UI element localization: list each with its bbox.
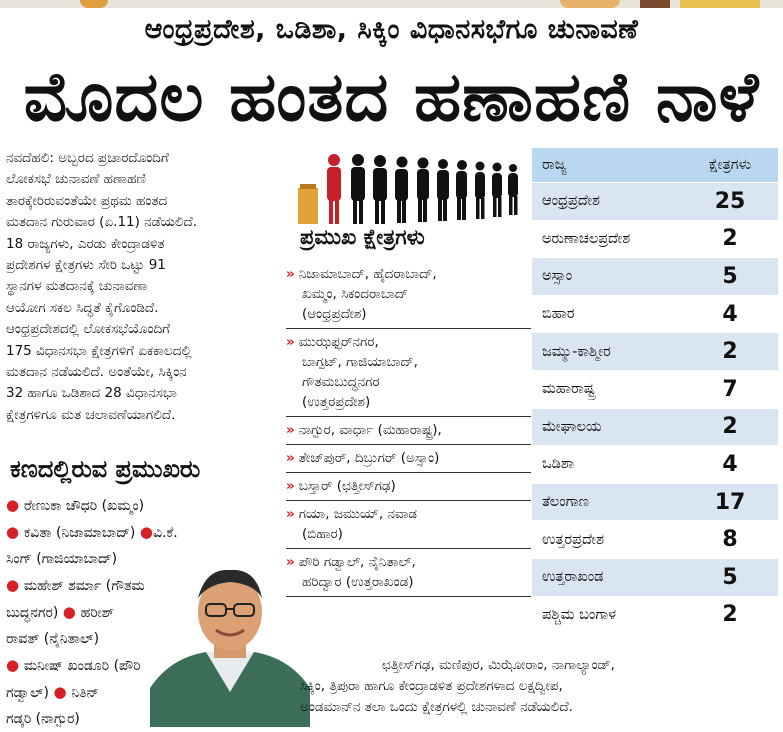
constituency-text: ಗಯಾ, ಜಮುಯ್, ನವಾಡ [298, 506, 418, 522]
bullet-icon: ● [6, 523, 24, 541]
body-line: ಆಯೋಗ ಸಕಲ ಸಿದ್ಧತೆ ಕೈಗೊಂಡಿದೆ. [6, 299, 159, 316]
list-item [286, 329, 531, 417]
count-cell: 5 [722, 263, 738, 289]
bullet-icon: ● [6, 496, 24, 514]
state-cell: ತೆಲಂಗಾಣ [542, 494, 589, 511]
count-cell: 5 [722, 564, 738, 590]
chevron-right-icon: » [286, 506, 295, 522]
constituency-text: ಗೌತಮಬುದ್ಧನಗರ [302, 374, 380, 390]
table-row [532, 446, 778, 483]
subheadline: ಆಂಧ್ರಪ್ರದೇಶ, ಒಡಿಶಾ, ಸಿಕ್ಕಿಂ ವಿಧಾನಸಭೆಗೂ ಚುನಾವಣೆ [144, 14, 639, 45]
body-line: ಸ್ಥಾನಗಳ ಮತದಾನಕ್ಕೆ ಚುನಾವಣಾ [6, 278, 148, 295]
state-cell: ಅರುಣಾಚಲಪ್ರದೇಶ [542, 230, 631, 247]
candidate-text: ಮಹೇಶ್ ಶರ್ಮಾ (ಗೌತಮ [23, 578, 145, 594]
chevron-right-icon: » [286, 478, 295, 494]
list-item [286, 445, 531, 473]
count-cell: 2 [722, 339, 738, 365]
header-state: ರಾಜ್ಯ [542, 157, 567, 173]
footnote-line: ಛತ್ತೀಸ್‌ಗಢ, ಮಣಿಪುರ, ಮಿಝೋರಾಂ, ನಾಗಾಲ್ಯಾಂಡ್, [382, 657, 615, 673]
state-cell: ಆಂಧ್ರಪ್ರದೇಶ [542, 193, 600, 210]
header-count: ಕ್ಷೇತ್ರಗಳು [708, 157, 752, 173]
count-cell: 2 [722, 414, 738, 440]
body-line: ಮತದಾನ ಗುರುವಾರ (ಏ.11) ನಡೆಯಲಿದೆ. [6, 214, 197, 231]
count-cell: 2 [722, 226, 738, 252]
constituency-text: (ಉತ್ತರಪ್ರದೇಶ) [302, 394, 371, 410]
body-line: ಪ್ರದೇಶಗಳ ಕ್ಷೇತ್ರಗಳು ಸೇರಿ ಒಟ್ಟು 91 [6, 257, 166, 274]
constituency-text: ಖಮ್ಮಂ, ಸಿಕಂದರಾಬಾದ್ [302, 286, 408, 302]
table-row [532, 183, 778, 220]
voters-queue-illustration [296, 148, 528, 226]
state-cell: ಅಸ್ಸಾಂ [542, 268, 573, 285]
voter-red [327, 154, 341, 224]
chevron-right-icon: » [286, 266, 295, 282]
body-line: 18 ರಾಜ್ಯಗಳು, ಎರಡು ಕೇಂದ್ರಾಡಳಿತ [6, 235, 165, 252]
candidate-text: ಹರೀಶ್ [80, 605, 114, 621]
body-line: 32 ಹಾಗೂ ಒಡಿಶಾದ 28 ವಿಧಾನಸಭಾ [6, 385, 177, 402]
strip-photo-3 [640, 0, 670, 8]
constituency-text: ನಾಗ್ಪುರ, ವಾರ್ಧಾ (ಮಹಾರಾಷ್ಟ್ರ), [298, 422, 442, 438]
bullet-icon: ● [53, 683, 72, 701]
count-cell: 17 [714, 489, 746, 515]
state-cell: ಉತ್ತರಾಖಂಡ [542, 569, 604, 586]
candidate-photo [150, 560, 310, 727]
state-cell: ಬಿಹಾರ [542, 306, 575, 323]
list-item [6, 492, 296, 519]
count-cell: 4 [722, 451, 738, 477]
strip-photo-4 [680, 0, 760, 8]
key-constituencies-title: ಪ್ರಮುಖ ಕ್ಷೇತ್ರಗಳು [300, 225, 425, 249]
bullet-icon: ● [139, 523, 153, 541]
footnote-line: ಅಂಡಮಾನ್‌ನ ತಲಾ ಒಂದು ಕ್ಷೇತ್ರಗಳಲ್ಲಿ ಚುನಾವಣೆ ನಡೆಯಲಿದೆ. [300, 699, 573, 715]
body-line: ಲೋಕಸಭೆ ಚುನಾವಣೆ ಹಣಾಹಣಿ [6, 171, 146, 188]
state-cell: ಜಮ್ಮು-ಕಾಶ್ಮೀರ [542, 343, 611, 360]
state-cell: ಒಡಿಶಾ [542, 456, 574, 473]
candidate-text: ಗಡ್ಕರಿ (ನಾಗ್ಪುರ) [6, 711, 80, 727]
top-photo-strip [0, 0, 783, 8]
body-line: ಮತದಾನ ನಡೆಯಲಿದೆ. ಅಂತೆಯೇ, ಸಿಕ್ಕಿಂನ [6, 364, 187, 381]
table-row [532, 521, 778, 558]
constituency-text: ತೇಜ್‌ಪುರ್, ದಿಬ್ರುಗರ್ (ಅಸ್ಸಾಂ) [298, 450, 440, 466]
ballot-box [298, 188, 318, 224]
table-row [532, 296, 778, 333]
bullet-icon: ● [6, 656, 24, 674]
table-header [532, 148, 778, 182]
list-item [286, 417, 531, 445]
footnote [300, 655, 780, 718]
strip-photo-2 [560, 0, 620, 8]
chevron-right-icon: » [286, 450, 295, 466]
candidate-text: ನಿತಿನ್ [71, 685, 99, 701]
table-row [532, 258, 778, 295]
footnote-line: ಸಿಕ್ಕಿಂ, ತ್ರಿಪುರಾ ಹಾಗೂ ಕೇಂದ್ರಾಡಳಿತ ಪ್ರದೇಶಗಳಾದ ಲಕ್ಷದ್ವೀಪ, [300, 678, 563, 694]
constituency-text: ನಿಜಾಮಾಬಾದ್, ಹೈದರಾಬಾದ್, [298, 266, 437, 282]
list-item [286, 501, 531, 549]
headline: ಮೊದಲ ಹಂತದ ಹಣಾಹಣಿ ನಾಳೆ [23, 58, 760, 137]
table-row [532, 484, 778, 521]
candidate-text: ರೇಣುಕಾ ಚೌಧರಿ (ಖಮ್ಮಂ) [23, 498, 145, 514]
chevron-right-icon: » [286, 422, 295, 438]
list-item [286, 261, 531, 329]
constituency-text: (ಆಂಧ್ರಪ್ರದೇಶ) [302, 306, 367, 322]
constituency-text: ಪೌರಿ ಗಡ್ವಾಲ್, ನೈನಿತಾಲ್, [298, 554, 416, 570]
body-line: 175 ವಿಧಾನಸಭಾ ಕ್ಷೇತ್ರಗಳಿಗೆ ಏಕಕಾಲದಲ್ಲಿ [6, 342, 192, 359]
count-cell: 8 [722, 527, 738, 553]
constituency-text: (ಬಿಹಾರ) [302, 526, 343, 542]
state-cell: ಪಶ್ಚಿಮ ಬಂಗಾಳ [542, 606, 617, 623]
candidate-text: ಬುದ್ಧನಗರ) [6, 605, 59, 621]
article-body [6, 148, 284, 426]
constituency-text: ಬಸ್ತಾರ್ (ಛತ್ತೀಸ್‌ಗಢ) [298, 478, 396, 494]
candidate-text: ಗಡ್ವಾಲ್) [6, 685, 50, 701]
constituency-text: ಮುಝಫ್ಫರ್‌ನಗರ, [298, 334, 379, 350]
candidate-text: ರಾವತ್ (ನೈನಿತಾಲ್) [6, 631, 100, 647]
list-item [286, 549, 531, 597]
constituency-text: ಬಾಗ್ಪಟ್, ಗಾಜಿಯಾಬಾದ್, [302, 354, 418, 370]
bullet-icon: ● [6, 576, 24, 594]
table-row [532, 409, 778, 446]
strip-photo-1 [80, 0, 108, 8]
list-item [6, 519, 296, 546]
chevron-right-icon: » [286, 554, 295, 570]
table-row [532, 333, 778, 370]
count-cell: 7 [722, 376, 738, 402]
body-line: ಆಂಧ್ರಪ್ರದೇಶದಲ್ಲಿ ಲೋಕಸಭೆಯೊಂದಿಗೆ [6, 321, 171, 338]
seats-table [532, 148, 778, 633]
state-cell: ಮಹಾರಾಷ್ಟ್ರ [542, 381, 596, 398]
body-line: ನವದೆಹಲಿ: ಅಬ್ಬರದ ಪ್ರಚಾರದೊಂದಿಗೆ [6, 150, 169, 166]
candidate-text: ಮನೀಷ್ ಖಂಡೂರಿ (ಪೌರಿ [23, 658, 141, 674]
body-line: ಕ್ಷೇತ್ರಗಳಿಗೂ ಮತ ಚಲಾವಣೆಯಾಗಲಿದೆ. [6, 406, 176, 423]
table-row [532, 559, 778, 596]
count-cell: 4 [722, 301, 738, 327]
bullet-icon: ● [62, 603, 81, 621]
candidate-text: ಕವಿತಾ (ನಿಜಾಮಾಬಾದ್) [23, 525, 136, 541]
key-constituencies-list [286, 261, 531, 597]
chevron-right-icon: » [286, 334, 295, 350]
candidate-text: ಸಿಂಗ್ (ಗಾಜಿಯಾಬಾದ್) [6, 551, 118, 567]
table-row [532, 597, 778, 634]
body-line: ತಾರಕ್ಕೇರಿರುವಂತೆಯೇ ಪ್ರಥಮ ಹಂತದ [6, 192, 168, 209]
constituency-text: ಹರಿದ್ವಾರ (ಉತ್ತರಾಖಂಡ) [302, 574, 414, 590]
candidate-text: ವಿ.ಕೆ. [152, 525, 178, 541]
table-row [532, 221, 778, 258]
list-item [286, 473, 531, 501]
state-cell: ಉತ್ತರಪ್ರದೇಶ [542, 531, 605, 548]
voters-queue [351, 154, 518, 224]
count-cell: 25 [714, 188, 746, 214]
table-row [532, 371, 778, 408]
state-cell: ಮೇಘಾಲಯ [542, 418, 602, 435]
candidates-title: ಕಣದಲ್ಲಿರುವ ಪ್ರಮುಖರು [10, 455, 201, 483]
count-cell: 2 [722, 602, 738, 628]
